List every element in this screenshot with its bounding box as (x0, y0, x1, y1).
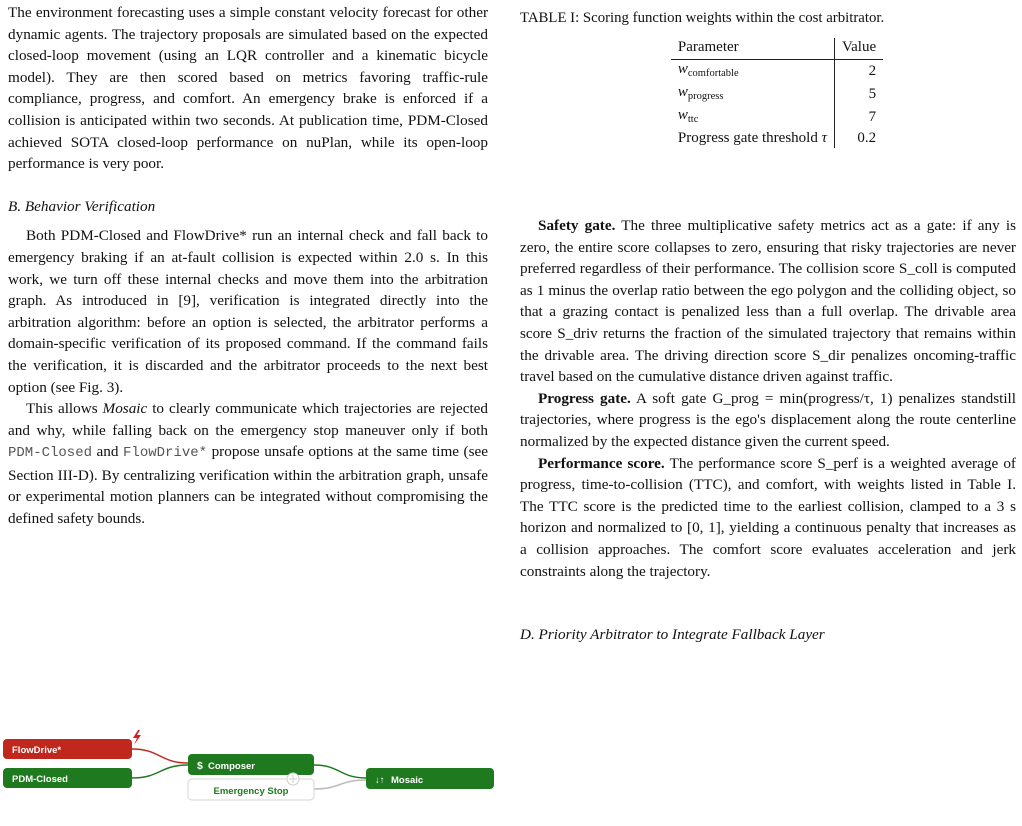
table-header-parameter: Parameter (671, 38, 835, 60)
table-cell-parameter (671, 60, 835, 84)
arbitration-graph-figure (0, 720, 496, 820)
safety-gate-title: Safety gate. (538, 217, 616, 234)
text-run: This allows (26, 400, 103, 418)
table-header-row (671, 38, 883, 60)
left-column (8, 0, 488, 530)
inactive-circle-icon (287, 773, 299, 785)
paragraph-forecasting: The environment forecasting uses a simple constant velocity forecast for other dynamic agents. The trajectory proposals are simulated based on the expected closed-loop movement (using an LQR controller and a kinematic bicycle model). They are then scored based on metrics favoring traffic-rule compliance, progress, and comfort. An emergency brake is enforced if a collision is anticipated within two seconds. At publication time, PDM-Closed achieved SOTA closed-loop performance on nuPlan, while its open-loop performance is very poor. (8, 4, 488, 173)
paragraph-performance-score (520, 453, 1016, 583)
table-cell-parameter (671, 106, 835, 129)
symbol: w (677, 61, 688, 77)
label: Progress gate threshold (677, 130, 818, 146)
table-row (671, 129, 883, 148)
table-cell-value: 7 (834, 106, 883, 129)
table-row (671, 83, 883, 106)
performance-score-title: Performance score. (538, 454, 665, 472)
edge-composer-mosaic (314, 765, 366, 778)
section-heading-priority-arbitrator: D. Priority Arbitrator to Integrate Fallback Layer (520, 626, 825, 644)
flowdrive-code: FlowDrive* (123, 445, 208, 462)
edge-emergency-mosaic (314, 780, 366, 789)
node-flowdrive-label: FlowDrive* (12, 745, 62, 756)
performance-score-text: The performance score S_perf is a weighted average of progress, time-to-collision (TTC), and comfort, with weights listed in Table I. The TTC score is the predicted time to the earliest collision, clamped to a 3 s horizon and normalized to [0, 1], yielding a continuous penalty that increases as a collision approaches. The comfort score evaluates acceleration and jerk constraints along the trajectory. (520, 454, 1016, 580)
edge-flowdrive-composer (132, 749, 188, 763)
node-mosaic[interactable] (366, 768, 494, 789)
weights-table (671, 38, 883, 148)
subscript: ttc (687, 114, 699, 125)
subscript: progress (687, 91, 724, 102)
edge-pdm-composer (132, 765, 188, 778)
sort-arrows-icon: ↓↑ (375, 775, 385, 786)
table-cell-value: 5 (834, 83, 883, 106)
right-column (520, 0, 1016, 646)
table-caption: TABLE I: Scoring function weights within the cost arbitrator. (520, 10, 885, 26)
symbol: w (677, 107, 688, 123)
node-mosaic-label: Mosaic (391, 775, 424, 786)
paragraph-progress-gate (520, 388, 1016, 453)
table-row (671, 60, 883, 84)
progress-gate-title: Progress gate. (538, 389, 631, 407)
node-composer-label: Composer (208, 761, 255, 772)
table-cell-value: 0.2 (834, 129, 883, 148)
warning-lightning-icon (133, 730, 141, 745)
arbitration-graph-svg (0, 720, 496, 820)
safety-gate-text: The three multiplicative safety metrics act as a gate: if any is zero, the entire score collapses to zero, ensuring that risky trajectories are never preferred regardless of their performance. The collision score S_coll is computed as 1 minus the overlap ratio between the ego polygon and the colliding object, so that a grazing contact is penalized less than a full overlap. The drivable area score S_driv returns the fraction of the simulated trajectory that remains within the drivable area. The driving direction score S_dir penalizes oncoming-traffic travel based on the cumulative distance driven against traffic. (520, 217, 1016, 386)
text-run: propose unsafe options at the same time (see Section III-D). By centralizing verification within the arbitration graph, unsafe or experimental motion planners can be integrated without compromising the defined safety bounds. (8, 443, 488, 528)
symbol: τ (821, 130, 827, 146)
subscript: comfortable (687, 68, 739, 79)
mosaic-name: Mosaic (102, 400, 148, 418)
text-run: and (92, 443, 124, 461)
dollar-icon: $ (197, 760, 203, 772)
node-pdm-closed-label: PDM-Closed (12, 774, 68, 785)
paragraph-verification: Both PDM-Closed and FlowDrive* run an internal check and fall back to emergency braking if an at-fault collision is expected within 2.0 s. In this work, we turn off these internal checks and move them into the arbitration graph. As introduced in [9], verification is integrated directly into the arbitration algorithm: before an option is selected, the arbitrator performs a domain-specific verification of its proposed command. If the command fails the verification, it is discarded and the arbitrator proceeds to the next best option (see Fig. 3). (8, 227, 488, 396)
paragraph-safety-gate (520, 215, 1016, 388)
table-row (671, 106, 883, 129)
table-cell-value: 2 (834, 60, 883, 84)
section-heading-behavior-verification: B. Behavior Verification (8, 197, 156, 215)
text-run: to clearly communicate which trajectories are rejected and why, while falling back on the emergency stop maneuver only if both (8, 400, 488, 439)
table-cell-parameter (671, 129, 835, 148)
node-emergency-stop-label: Emergency Stop (213, 786, 289, 797)
table-wrapper (538, 38, 1016, 148)
progress-gate-text: A soft gate G_prog = min(progress/τ, 1) penalizes standstill trajectories, where progress is the ego's displacement along the route centerline normalized by the expected distance given the current speed. (520, 389, 1016, 450)
pdm-closed-code: PDM-Closed (8, 445, 93, 462)
paragraph-mosaic (8, 398, 488, 530)
symbol: w (677, 84, 688, 100)
table-header-value: Value (834, 38, 883, 60)
table-cell-parameter (671, 83, 835, 106)
